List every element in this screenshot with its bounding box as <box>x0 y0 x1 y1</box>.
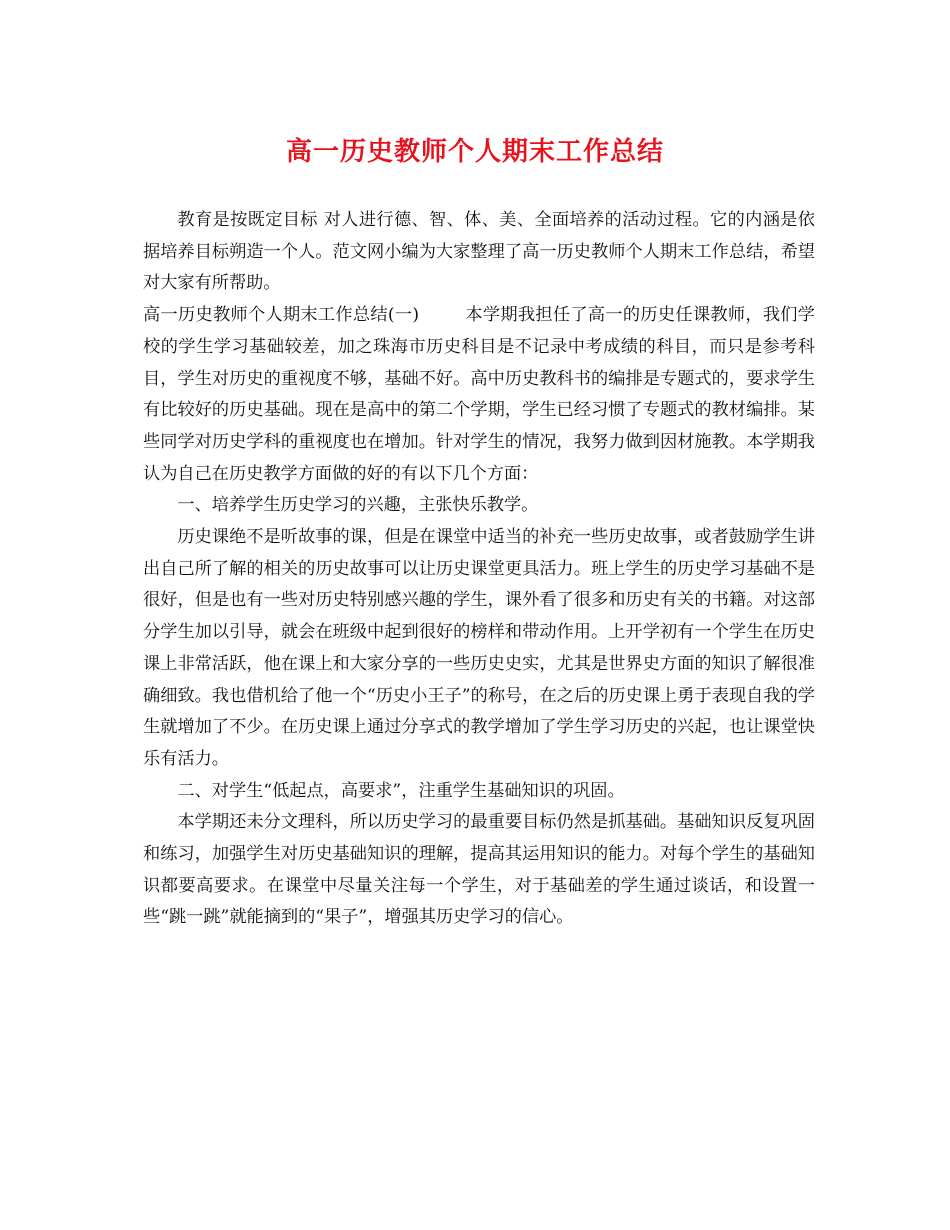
section1-lead: 本学期我担任了高一的历史任课教师，我们学校的学生学习基础较差，加之珠海市历史科目是不记录中考成绩的科目，而只是参考科目，学生对历史的重视度不够，基础不好。高中历史教科书的编排是专题式的，要求学生有比较好的历史基础。现在是高中的第二个学期，学生已经习惯了专题式的教材编排。某些同学对历史学科的重视度也在增加。针对学生的情况，我努力做到因材施教。本学期我认为自己在历史教学方面做的好的有以下几个方面： <box>143 305 815 484</box>
document-title: 高一历史教师个人期末工作总结 <box>285 137 664 167</box>
point2-heading: 二、对学生“低起点，高要求”，注重学生基础知识的巩固。 <box>177 780 625 801</box>
section1-heading: 高一历史教师个人期末工作总结(一) <box>143 305 420 326</box>
intro-paragraph: 教育是按既定目标 对人进行德、智、体、美、全面培养的活动过程。它的内涵是依据培养目标朔造一个人。范文网小编为大家整理了高一历史教师个人期末工作总结，希望对大家有所帮助。 <box>143 210 815 294</box>
point2-body: 本学期还未分文理科，所以历史学习的最重要目标仍然是抓基础。基础知识反复巩固和练习，加强学生对历史基础知识的理解，提高其运用知识的能力。对每个学生的基础知识都要高要求。在课堂中尽量关注每一个学生，对于基础差的学生通过谈话，和设置一些“跳一跳”就能摘到的“果子”，增强其历史学习的信心。 <box>143 812 815 928</box>
point1-body: 历史课绝不是听故事的课，但是在课堂中适当的补充一些历史故事，或者鼓励学生讲出自己所了解的相关的历史故事可以让历史课堂更具活力。班上学生的历史学习基础不是很好，但是也有一些对历史特别感兴趣的学生，课外看了很多和历史有关的书籍。对这部分学生加以引导，就会在班级中起到很好的榜样和带动作用。上开学初有一个学生在历史课上非常活跃，他在课上和大家分享的一些历史史实，尤其是世界史方面的知识了解很准确细致。我也借机给了他一个“历史小王子”的称号，在之后的历史课上勇于表现自我的学生就增加了不少。在历史课上通过分享式的教学增加了学生学习历史的兴起，也让课堂快乐有活力。 <box>143 527 815 769</box>
document-body <box>143 205 815 934</box>
section1-paragraph <box>143 300 815 490</box>
point1-heading: 一、培养学生历史学习的兴趣，主张快乐教学。 <box>177 495 539 516</box>
